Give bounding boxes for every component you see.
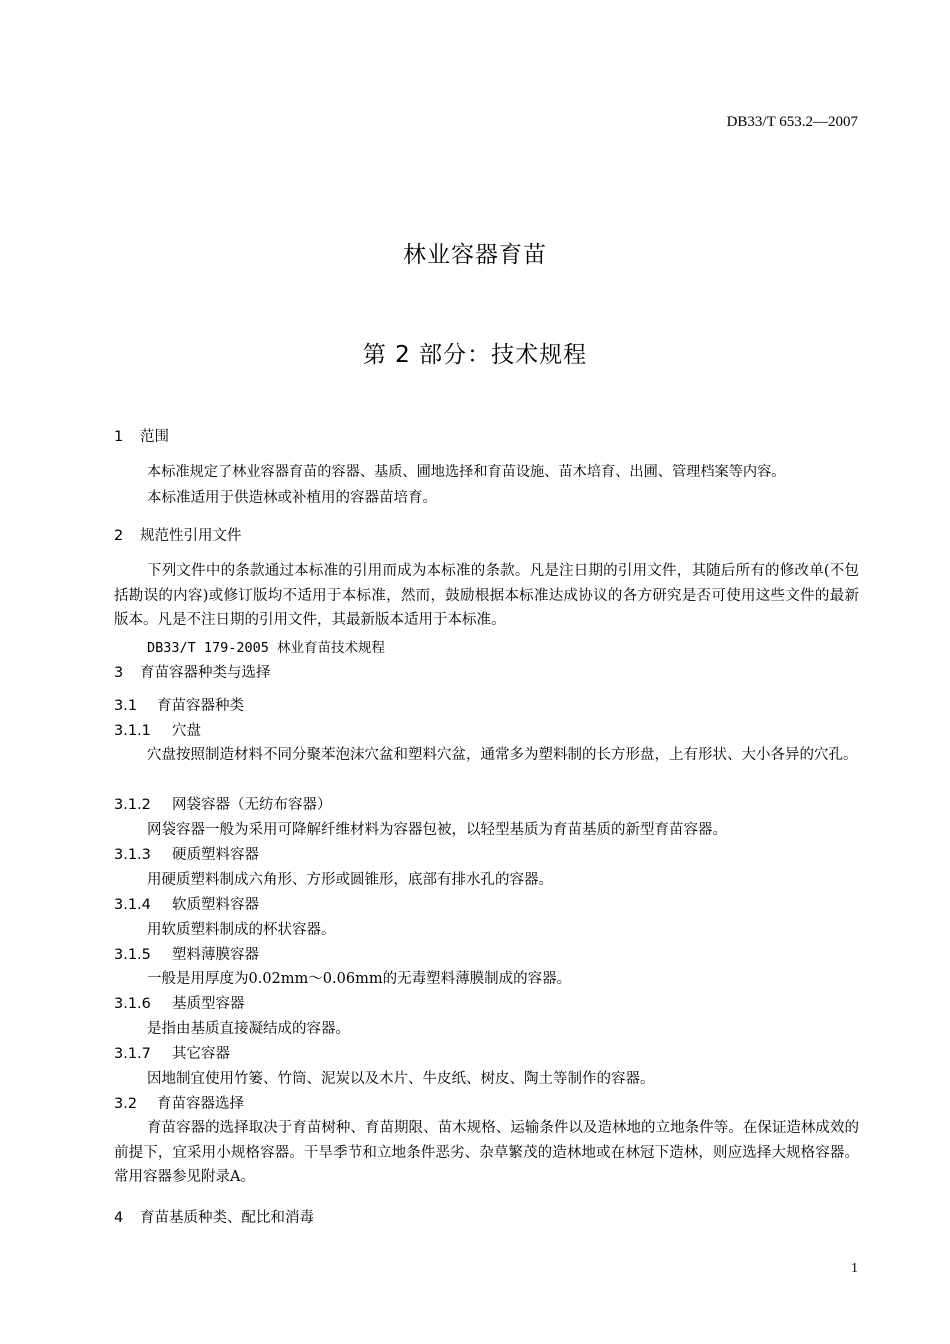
subsection-3-1-6-heading bbox=[114, 992, 245, 1013]
paragraph: 是指由基质直接凝结成的容器。 bbox=[147, 1021, 350, 1037]
page-number: 1 bbox=[851, 1261, 858, 1276]
normative-reference: DB33/T 179-2005 林业育苗技术规程 bbox=[147, 640, 386, 656]
section-number: 3.1.2 bbox=[114, 797, 151, 813]
section-number: 3 bbox=[114, 665, 124, 681]
section-title: 硬质塑料容器 bbox=[172, 847, 259, 863]
paragraph: 用硬质塑料制成六角形、方形或圆锥形，底部有排水孔的容器。 bbox=[147, 872, 553, 888]
subsection-3-2-heading bbox=[114, 1092, 244, 1113]
section-number: 4 bbox=[114, 1210, 124, 1226]
paragraph: 本标准适用于供造林或补植用的容器苗培育。 bbox=[147, 490, 437, 506]
subsection-3-1-2-heading bbox=[114, 793, 332, 814]
section-title: 软质塑料容器 bbox=[172, 897, 259, 913]
paragraph: 用软质塑料制成的杯状容器。 bbox=[147, 922, 336, 938]
paragraph: 本标准规定了林业容器育苗的容器、基质、圃地选择和育苗设施、苗木培育、出圃、管理档案等内容。 bbox=[147, 464, 786, 480]
section-number: 3.1.6 bbox=[114, 996, 151, 1012]
subsection-3-1-1-heading bbox=[114, 719, 201, 740]
section-number: 3.1.7 bbox=[114, 1046, 151, 1062]
section-title: 育苗基质种类、配比和消毒 bbox=[140, 1210, 314, 1226]
paragraph: 网袋容器一般为采用可降解纤维材料为容器包被，以轻型基质为育苗基质的新型育苗容器。 bbox=[147, 822, 727, 838]
section-title: 育苗容器选择 bbox=[157, 1096, 244, 1112]
section-number: 3.1.1 bbox=[114, 723, 151, 739]
section-1-heading bbox=[114, 425, 169, 446]
section-title: 范围 bbox=[140, 429, 169, 445]
section-title: 育苗容器种类与选择 bbox=[140, 665, 271, 681]
section-number: 3.1 bbox=[114, 698, 138, 714]
section-title: 穴盘 bbox=[172, 723, 201, 739]
section-2-heading bbox=[114, 524, 242, 545]
document-title: 林业容器育苗 bbox=[403, 242, 547, 268]
document-part-title: 第 2 部分：技术规程 bbox=[362, 342, 588, 368]
section-title: 规范性引用文件 bbox=[140, 528, 242, 544]
section-title: 网袋容器（无纺布容器） bbox=[172, 797, 332, 813]
section-4-heading bbox=[114, 1206, 314, 1227]
paragraph: 育苗容器的选择取决于育苗树种、育苗期限、苗木规格、运输条件以及造林地的立地条件等。在保证造林成效的前提下，宜采用小规格容器。干旱季节和立地条件恶劣、杂草繁茂的造林地或在林冠下造林，则应选择大规格容器。常用容器参见附录A。 bbox=[114, 1120, 859, 1185]
subsection-3-1-4-heading bbox=[114, 893, 259, 914]
section-number: 2 bbox=[114, 528, 124, 544]
section-number: 3.1.4 bbox=[114, 897, 151, 913]
section-number: 3.1.3 bbox=[114, 847, 151, 863]
section-title: 育苗容器种类 bbox=[157, 698, 244, 714]
paragraph: 穴盘按照制造材料不同分聚苯泡沫穴盆和塑料穴盆，通常多为塑料制的长方形盘，上有形状、大小各异的穴孔。 bbox=[147, 747, 858, 763]
section-title: 其它容器 bbox=[172, 1046, 230, 1062]
section-3-heading bbox=[114, 661, 271, 682]
subsection-3-1-heading bbox=[114, 694, 244, 715]
document-number: DB33/T 653.2—2007 bbox=[726, 114, 858, 130]
paragraph: 下列文件中的条款通过本标准的引用而成为本标准的条款。凡是注日期的引用文件，其随后所有的修改单(不包括勘误的内容)或修订版均不适用于本标准，然而，鼓励根据本标准达成协议的各方研究是否可使用这些文件的最新版本。凡是不注日期的引用文件，其最新版本适用于本标准。 bbox=[114, 563, 859, 628]
paragraph: 一般是用厚度为0.02mm～0.06mm的无毒塑料薄膜制成的容器。 bbox=[147, 971, 572, 987]
subsection-3-1-5-heading bbox=[114, 943, 259, 964]
subsection-3-1-7-heading bbox=[114, 1042, 230, 1063]
section-number: 1 bbox=[114, 429, 124, 445]
section-title: 塑料薄膜容器 bbox=[172, 947, 259, 963]
section-number: 3.1.5 bbox=[114, 947, 151, 963]
section-title: 基质型容器 bbox=[172, 996, 245, 1012]
section-number: 3.2 bbox=[114, 1096, 138, 1112]
paragraph: 因地制宜使用竹篓、竹筒、泥炭以及木片、牛皮纸、树皮、陶土等制作的容器。 bbox=[147, 1071, 655, 1087]
subsection-3-1-3-heading bbox=[114, 843, 259, 864]
